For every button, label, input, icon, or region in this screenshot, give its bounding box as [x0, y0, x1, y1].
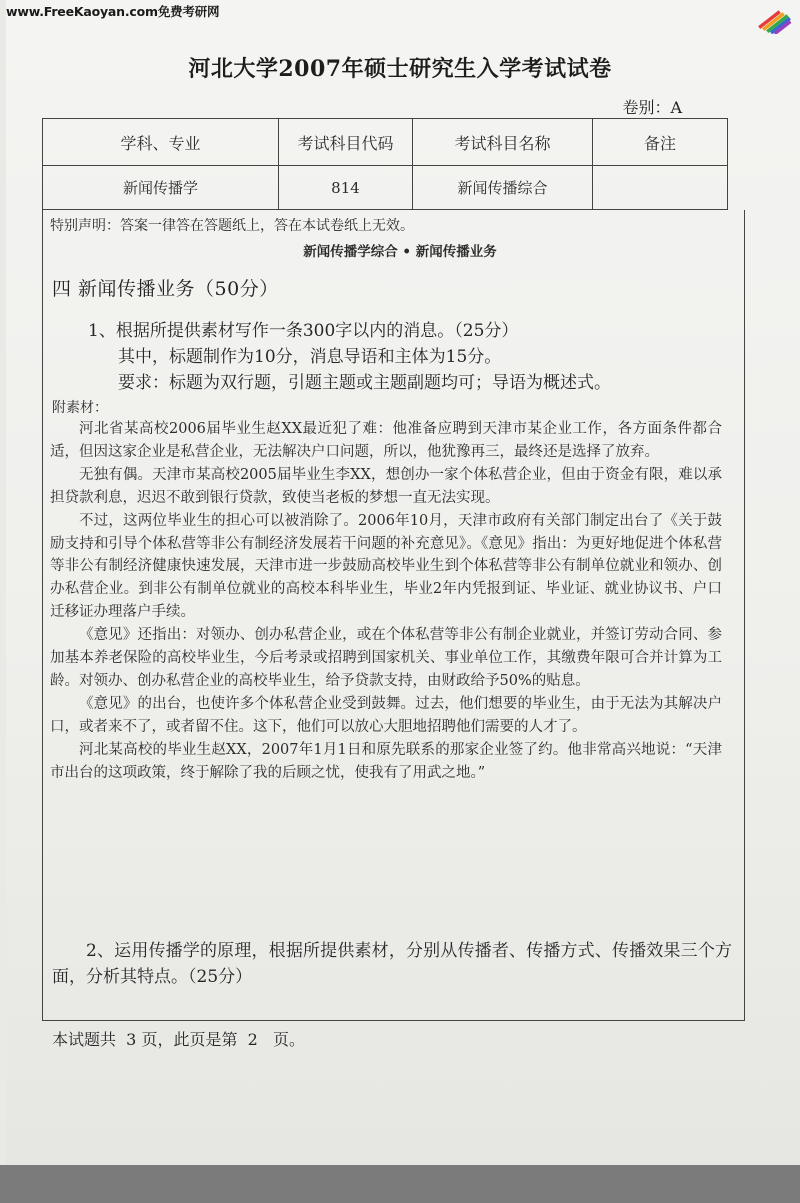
question1-line3: 要求：标题为双行题，引题主题或主题副题均可；导语为概述式。: [118, 373, 611, 393]
exam-title: 河北大学2007年硕士研究生入学考试试卷: [188, 56, 612, 82]
question1-line1: 1、根据所提供素材写作一条300字以内的消息。（25分）: [88, 321, 519, 341]
special-notice: 特别声明：答案一律答在答题纸上，答在本试卷纸上无效。: [50, 218, 414, 234]
material-paragraph: 河北省某高校2006届毕业生赵XX最近犯了难：他准备应聘到天津市某企业工作，各方面条件都合适，但因这家企业是私营企业，无法解决户口问题，所以，他犹豫再三，最终还是选择了放弃。: [50, 421, 722, 460]
header-subject-major: 学科、专业: [43, 119, 279, 166]
cell-subject-code: 814: [279, 166, 413, 210]
rainbow-pencils-icon: [754, 4, 794, 34]
header-remarks: 备注: [593, 119, 728, 166]
question2: 2、运用传播学的原理，根据所提供素材，分别从传播者、传播方式、传播效果三个方面，分析其特点。（25分）: [52, 941, 732, 988]
cell-subject-name: 新闻传播综合: [413, 166, 593, 210]
question1-line2: 其中，标题制作为10分，消息导语和主体为15分。: [118, 347, 502, 367]
material-paragraph: 无独有偶。天津市某高校2005届毕业生李XX，想创办一家个体私营企业，但由于资金有限，难以承担贷款利息，迟迟不敢到银行贷款，致使当老板的梦想一直无法实现。: [50, 466, 722, 506]
material-label: 附素材：: [52, 400, 108, 416]
info-table-row: [43, 166, 728, 210]
subject-line: 新闻传播学综合 • 新闻传播业务: [303, 244, 497, 260]
exam-info-table: [42, 118, 728, 210]
scan-bottom-strip: [0, 1165, 800, 1203]
paper-type: 卷别：A: [622, 98, 682, 117]
material-paragraph: 河北某高校的毕业生赵XX，2007年1月1日和原先联系的那家企业签了约。他非常高兴地说：“天津市出台的这项政策，终于解除了我的后顾之忧，使我有了用武之地。”: [50, 741, 722, 781]
material-body: [50, 418, 722, 785]
info-table-header-row: [43, 119, 728, 166]
material-paragraph: 《意见》还指出：对领办、创办私营企业，或在个体私营等非公有制企业就业，并签订劳动合同、参加基本养老保险的高校毕业生，今后考录或招聘到国家机关、事业单位工作，其缴费年限可合并计算为工龄。对领办、创办私营企业的高校毕业生，给予贷款支持，由财政给予50%的贴息。: [50, 627, 722, 689]
section-heading: 四 新闻传播业务（50分）: [52, 278, 279, 300]
material-paragraph: 《意见》的出台，也使许多个体私营企业受到鼓舞。过去，他们想要的毕业生，由于无法为其解决户口，或者来不了，或者留不住。这下，他们可以放心大胆地招聘他们需要的人才了。: [50, 695, 722, 735]
material-paragraph: 不过，这两位毕业生的担心可以被消除了。2006年10月，天津市政府有关部门制定出台了《关于鼓励支持和引导个体私营等非公有制经济发展若干问题的补充意见》。《意见》指出：为更好地促进个体私营等非公有制经济健康快速发展，天津市进一步鼓励高校毕业生到个体私营等非公有制单位就业和领办、创办私营企业。到非公有制单位就业的高校本科毕业生，毕业2年内凭报到证、毕业证、就业协议书、户口迁移证办理落户手续。: [50, 512, 722, 621]
cell-remarks: [593, 166, 728, 210]
header-subject-name: 考试科目名称: [413, 119, 593, 166]
watermark: www.FreeKaoyan.com免费考研网: [6, 4, 220, 19]
page-footer: 本试题共 3 页，此页是第 2 页。: [52, 1030, 306, 1049]
cell-subject-major: 新闻传播学: [43, 166, 279, 210]
header-subject-code: 考试科目代码: [279, 119, 413, 166]
